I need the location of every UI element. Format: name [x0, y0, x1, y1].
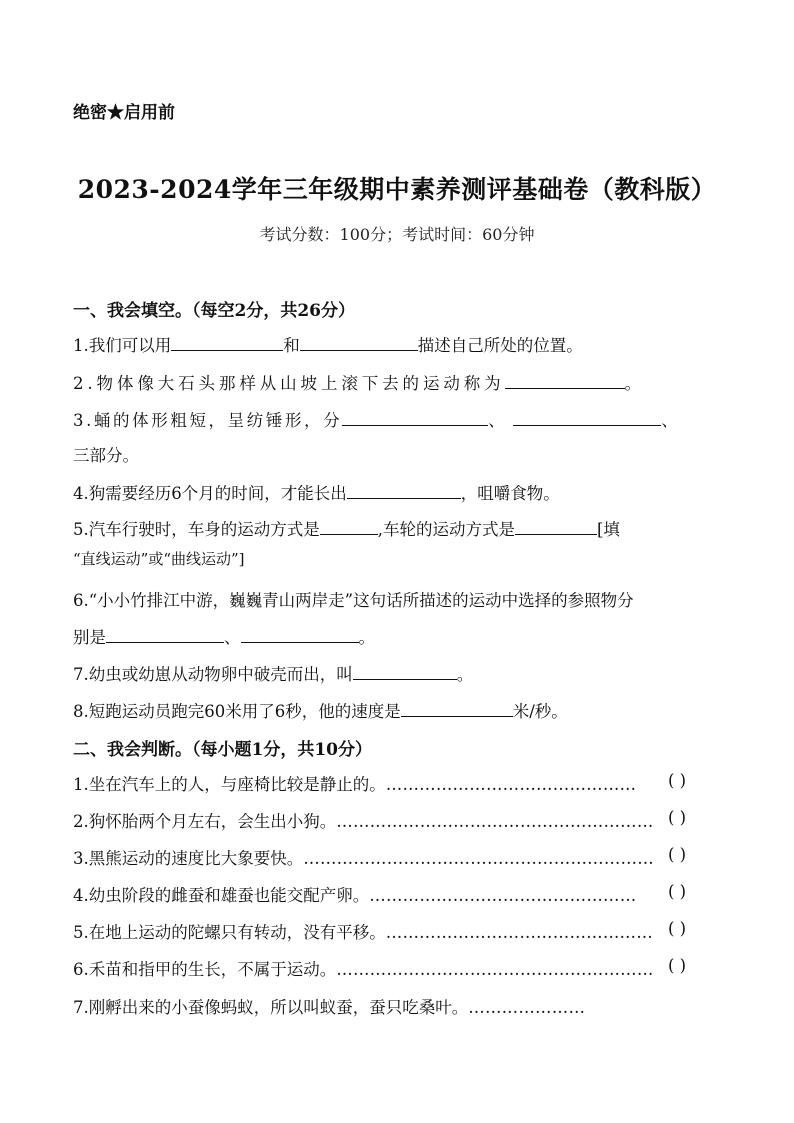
answer-parentheses[interactable]: ( ) [668, 771, 687, 790]
q1-text-a: 1.我们可以用 [73, 336, 172, 355]
question-1-5 [73, 516, 620, 540]
answer-parentheses[interactable]: ( ) [668, 919, 687, 938]
q2-text-b: 。 [624, 374, 645, 393]
judge-item-text: 5.在地上运动的陀螺只有转动，没有平移。 [73, 923, 386, 942]
q4-text-b: ，咀嚼食物。 [460, 484, 560, 503]
q7-text-a: 7.幼虫或幼崽从动物卵中破壳而出，叫 [73, 665, 353, 684]
q1-text-b: 和 [283, 336, 300, 355]
answer-blank[interactable] [513, 408, 661, 426]
judge-item-text: 6.禾苗和指甲的生长，不属于运动。 [73, 960, 337, 979]
question-1-2 [73, 370, 645, 394]
q5-text-b: ,车轮的运动方式是 [377, 520, 515, 539]
q6-text-d: 。 [358, 628, 375, 647]
judge-item-text: 7.刚孵出来的小蚕像蚂蚁，所以叫蚁蚕，蚕只吃桑叶。 [73, 998, 469, 1017]
q6-text-c: 、 [224, 628, 241, 647]
judge-item-text: 1.坐在汽车上的人，与座椅比较是静止的。 [73, 775, 386, 794]
q7-text-b: 。 [456, 665, 474, 684]
q3-text-c: 、 [661, 411, 681, 430]
answer-blank[interactable] [347, 481, 461, 499]
judge-item [73, 845, 654, 869]
answer-blank[interactable] [353, 662, 457, 680]
answer-parentheses[interactable]: ( ) [668, 882, 687, 901]
answer-blank[interactable] [515, 517, 597, 535]
leader-dots: ………………… [468, 998, 586, 1017]
section1-heading: 一、我会填空。（每空2分，共26分） [73, 301, 355, 321]
answer-blank[interactable] [401, 699, 513, 717]
q5-text-c: [填 [597, 520, 620, 539]
q8-text-b: 米/秒。 [512, 702, 568, 721]
answer-blank[interactable] [505, 371, 625, 389]
question-1-6-cont [73, 624, 375, 648]
q5-text-a: 5.汽车行驶时，车身的运动方式是 [73, 520, 320, 539]
leader-dots: ………………………………………………… [336, 812, 654, 831]
leader-dots: ………………………………………………… [336, 960, 654, 979]
q2-text-a: 2.物体像大石头那样从山坡上滚下去的运动称为 [73, 374, 505, 393]
judge-item [73, 956, 654, 980]
q8-text-a: 8.短跑运动员跑完60米用了6秒，他的速度是 [73, 702, 401, 721]
judge-item-text: 3.黑熊运动的速度比大象要快。 [73, 849, 304, 868]
q6-text-b: 别是 [73, 628, 106, 647]
confidential-label: 绝密★启用前 [73, 103, 175, 123]
q1-text-c: 描述自己所处的位置。 [417, 336, 583, 355]
q3-text-a: 3.蛹的体形粗短，呈纺锤形，分 [73, 411, 343, 430]
question-1-8 [73, 698, 568, 722]
answer-parentheses[interactable]: ( ) [668, 845, 687, 864]
judge-item [73, 808, 654, 832]
answer-parentheses[interactable]: ( ) [668, 956, 687, 975]
leader-dots: ……………………………………………………… [303, 849, 654, 868]
question-1-4 [73, 480, 560, 504]
answer-blank[interactable] [106, 625, 224, 643]
question-1-3-cont: 三部分。 [73, 446, 139, 465]
judge-item-text: 4.幼虫阶段的雌蚕和雄蚕也能交配产卵。 [73, 886, 370, 905]
page-title: 2023-2024学年三年级期中素养测评基础卷（教科版） [77, 175, 717, 204]
leader-dots: ……………………………………… [385, 775, 637, 794]
question-1-7 [73, 661, 473, 685]
question-1-5-cont: “直线运动”或“曲线运动”] [73, 550, 245, 568]
q3-text-b: 、 [488, 411, 508, 430]
judge-item [73, 882, 636, 906]
answer-blank[interactable] [171, 333, 283, 351]
answer-blank[interactable] [300, 333, 418, 351]
judge-item [73, 919, 653, 943]
answer-blank[interactable] [241, 625, 359, 643]
leader-dots: ………………………………………… [369, 886, 637, 905]
question-1-3 [73, 407, 680, 431]
answer-parentheses[interactable]: ( ) [668, 808, 687, 827]
leader-dots: ………………………………………… [385, 923, 653, 942]
judge-item [73, 771, 636, 795]
exam-info: 考试分数：100分；考试时间：60分钟 [259, 225, 535, 244]
judge-item [73, 994, 585, 1018]
q4-text-a: 4.狗需要经历6个月的时间，才能长出 [73, 484, 347, 503]
question-1-6: 6.“小小竹排江中游，巍巍青山两岸走”这句话所描述的运动中选择的参照物分 [73, 591, 634, 610]
answer-blank[interactable] [320, 517, 378, 535]
question-1-1 [73, 332, 583, 356]
section2-heading: 二、我会判断。（每小题1分，共10分） [73, 740, 372, 760]
judge-item-text: 2.狗怀胎两个月左右，会生出小狗。 [73, 812, 337, 831]
answer-blank[interactable] [342, 408, 488, 426]
